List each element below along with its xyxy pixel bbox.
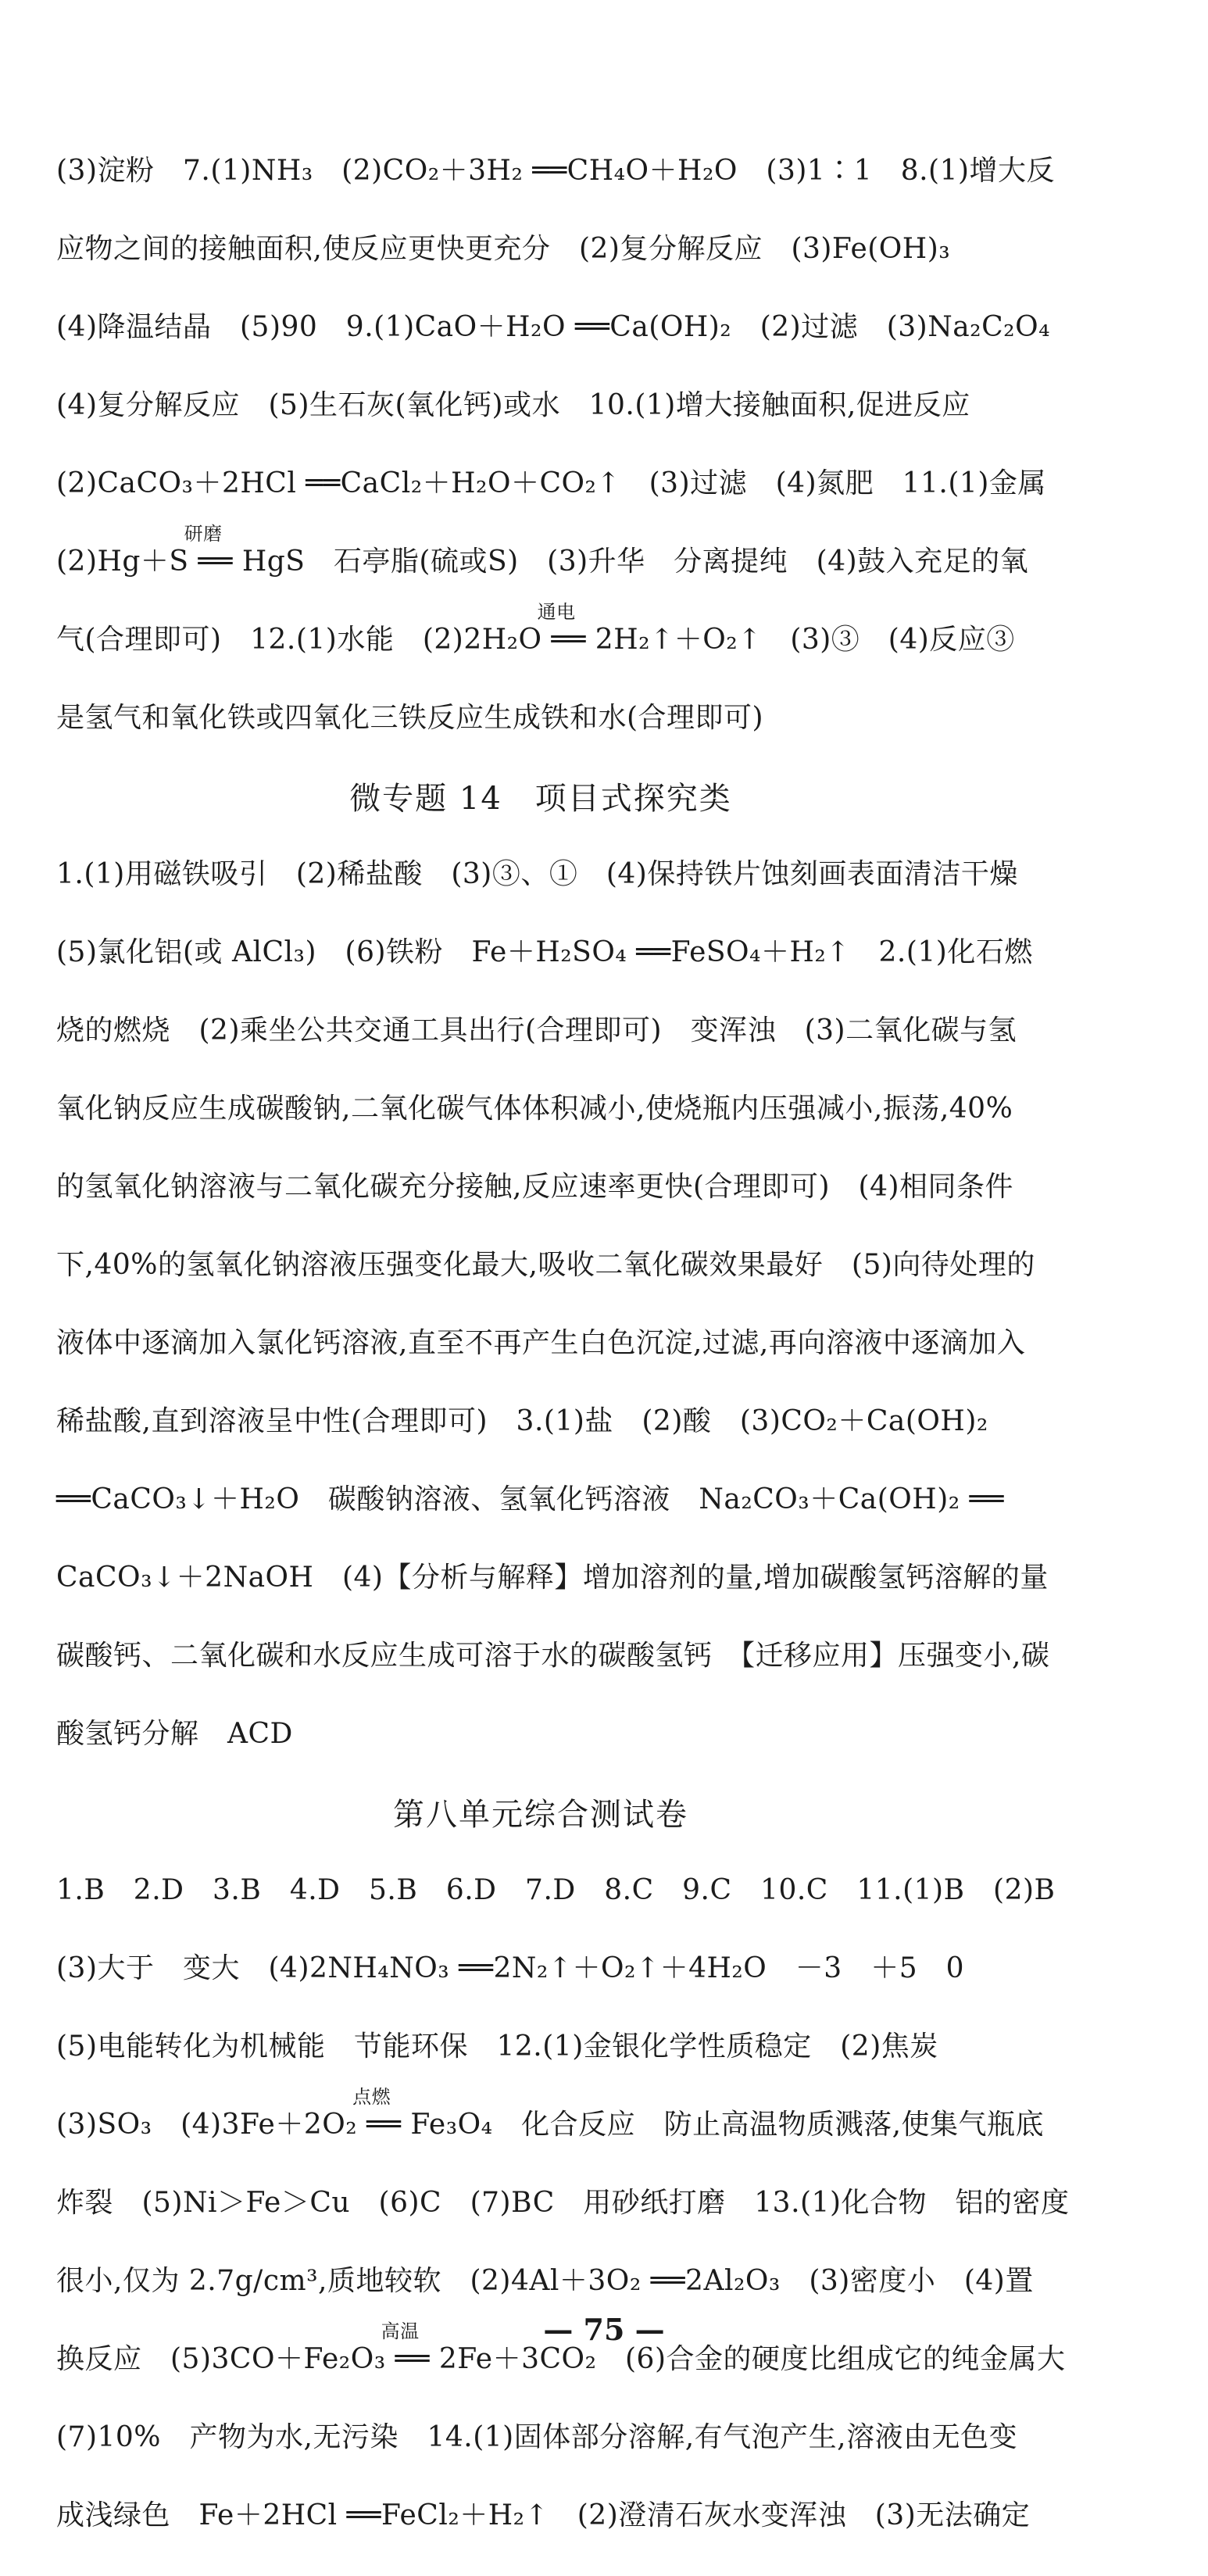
text-line: (4)复分解反应 (5)生石灰(氧化钙)或水 10.(1)增大接触面积,促进反应 bbox=[56, 389, 970, 421]
text-line: 气(合理即可) 12.(1)水能 (2)2H₂O ══ 2H₂↑＋O₂↑ (3)③ (4)反应③ 通电 bbox=[56, 601, 1015, 656]
text-line: (5)电能转化为机械能 节能环保 12.(1)金银化学性质稳定 (2)焦炭 bbox=[56, 2030, 938, 2063]
section-title: 第八单元综合测试卷 bbox=[393, 1797, 688, 1833]
text-line: (2)CaCO₃＋2HCl ══CaCl₂＋H₂O＋CO₂↑ (3)过滤 (4)氮肥 11.(1)金属 bbox=[56, 467, 1046, 499]
section-title: 微专题 14 项目式探究类 bbox=[349, 781, 732, 817]
text-line: (5)氯化铝(或 AlCl₃) (6)铁粉 Fe＋H₂SO₄ ══FeSO₄＋H₂↑ 2.(1)化石燃 bbox=[56, 936, 1033, 968]
text-line: 是氢气和氧化铁或四氧化三铁反应生成铁和水(合理即可) bbox=[56, 702, 764, 734]
reaction-condition-label: 研磨 bbox=[184, 523, 223, 545]
text-line: 烧的燃烧 (2)乘坐公共交通工具出行(合理即可) 变浑浊 (3)二氧化碳与氢 bbox=[56, 1014, 1017, 1046]
answer-content bbox=[56, 153, 1070, 2576]
reaction-condition-label: 高温 bbox=[381, 2320, 420, 2342]
text-line: 液体中逐滴加入氯化钙溶液,直至不再产生白色沉淀,过滤,再向溶液中逐滴加入 bbox=[56, 1327, 1026, 1359]
text-line: 应物之间的接触面积,使反应更快更充分 (2)复分解反应 (3)Fe(OH)₃ bbox=[56, 233, 951, 265]
text-line: 下,40%的氢氧化钠溶液压强变化最大,吸收二氧化碳效果最好 (5)向待处理的 bbox=[56, 1249, 1035, 1281]
text-line: (2)Hg＋S ══ HgS 石亭脂(硫或S) (3)升华 分离提纯 (4)鼓入充足的氧 研磨 bbox=[56, 523, 1029, 578]
text-line: 1.(1)用磁铁吸引 (2)稀盐酸 (3)③、① (4)保持铁片蚀刻画表面清洁干燥 bbox=[56, 858, 1018, 890]
page-number: — 75 — bbox=[543, 2312, 665, 2347]
text-line: (3)SO₃ (4)3Fe＋2O₂ ══ Fe₃O₄ 化合反应 防止高温物质溅落,使集气瓶底 点燃 bbox=[56, 2086, 1045, 2141]
text-line: 成浅绿色 Fe＋2HCl ══FeCl₂＋H₂↑ (2)澄清石灰水变浑浊 (3)无法确定 bbox=[56, 2499, 1031, 2531]
text-line: 稀盐酸,直到溶液呈中性(合理即可) 3.(1)盐 (2)酸 (3)CO₂＋Ca(OH)₂ bbox=[56, 1405, 988, 1437]
text-line: 碳酸钙、二氧化碳和水反应生成可溶于水的碳酸氢钙 【迁移应用】压强变小,碳 bbox=[56, 1640, 1050, 1672]
text-line: ══CaCO₃↓＋H₂O 碳酸钠溶液、氢氧化钙溶液 Na₂CO₃＋Ca(OH)₂ ══ bbox=[56, 1483, 1004, 1515]
text-line: (4)降温结晶 (5)90 9.(1)CaO＋H₂O ══Ca(OH)₂ (2)过滤 (3)Na₂C₂O₄ bbox=[56, 311, 1051, 343]
text-line: CaCO₃↓＋2NaOH (4)【分析与解释】增加溶剂的量,增加碳酸氢钙溶解的量 bbox=[56, 1562, 1049, 1594]
text-line: (7)10% 产物为水,无污染 14.(1)固体部分溶解,有气泡产生,溶液由无色变 bbox=[56, 2421, 1018, 2453]
text-line: 1.B 2.D 3.B 4.D 5.B 6.D 7.D 8.C 9.C 10.C 11.(1)B (2)B bbox=[56, 1874, 1056, 1906]
text-line: 很小,仅为 2.7g/cm³,质地较软 (2)4Al＋3O₂ ══2Al₂O₃ (3)密度小 (4)置 bbox=[56, 2265, 1034, 2297]
text-line: 氧化钠反应生成碳酸钠,二氧化碳气体体积减小,使烧瓶内压强减小,振荡,40% bbox=[56, 1093, 1013, 1125]
text-line: 的氢氧化钠溶液与二氧化碳充分接触,反应速率更快(合理即可) (4)相同条件 bbox=[56, 1171, 1014, 1203]
reaction-condition-label: 通电 bbox=[537, 601, 576, 623]
reaction-condition-label: 点燃 bbox=[352, 2086, 391, 2108]
text-line: 酸氢钙分解 ACD bbox=[56, 1718, 293, 1750]
text-line: (3)大于 变大 (4)2NH₄NO₃ ══2N₂↑＋O₂↑＋4H₂O －3 ＋5 0 bbox=[56, 1952, 965, 1984]
text-line: 炸裂 (5)Ni＞Fe＞Cu (6)C (7)BC 用砂纸打磨 13.(1)化合物 铝的密度 bbox=[56, 2187, 1070, 2219]
text-line: (3)淀粉 7.(1)NH₃ (2)CO₂＋3H₂ ══CH₄O＋H₂O (3)1∶1 8.(1)增大反 bbox=[56, 155, 1056, 187]
text-line: 换反应 (5)3CO＋Fe₂O₃ ══ 2Fe＋3CO₂ (6)合金的硬度比组成它的纯金属大 高温 bbox=[56, 2320, 1066, 2375]
